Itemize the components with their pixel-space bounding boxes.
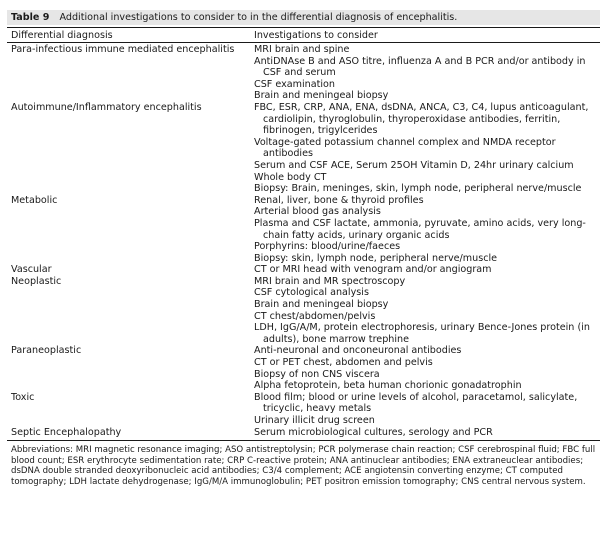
table-row	[7, 345, 600, 391]
table-footnote: Abbreviations: MRI magnetic resonance imaging; ASO antistreptolysin; PCR polymerase chain reaction; CSF cerebrospinal fluid; FBC full blood count; ESR erythrocyte sedimentation rate; CRP C-reactive protein; ANA antinuclear antibodies; ENA extraneuclear antibodies; dsDNA double stranded deoxyribonucleic acid antibodies; C3/4 complement; ACE angiotensin converting enzyme; CT computed tomography; LDH lactate dehydrogenase; IgG/M/A immunoglobulin; PET positron emission tomography; CNS central nervous system.	[11, 445, 596, 487]
investigation-item: Biopsy of non CNS viscera	[254, 368, 380, 380]
investigation-item: CT or PET chest, abdomen and pelvis	[254, 357, 433, 369]
investigations-cell	[254, 264, 600, 276]
investigations-cell	[254, 427, 600, 439]
investigation-item: Blood film; blood or urine levels of alcohol, paracetamol, salicylate, tricyclic, heavy metals	[254, 391, 578, 415]
investigations-cell	[254, 195, 600, 265]
diagnosis-cell: Neoplastic	[11, 275, 62, 287]
investigation-item: Plasma and CSF lactate, ammonia, pyruvate, amino acids, very long-chain fatty acids, urinary organic acids	[254, 217, 586, 241]
investigation-item: Whole body CT	[254, 171, 327, 183]
table-row	[7, 195, 600, 265]
investigations-cell	[254, 345, 600, 391]
investigation-item: Voltage-gated potassium channel complex and NMDA receptor antibodies	[254, 136, 556, 160]
header-diagnosis: Differential diagnosis	[11, 29, 113, 41]
table-row	[7, 392, 600, 427]
diagnosis-cell: Septic Encephalopathy	[11, 426, 122, 438]
table-title: Additional investigations to consider to in the differential diagnosis of encephalitis.	[59, 12, 458, 23]
investigation-item: Serum and CSF ACE, Serum 25OH Vitamin D, 24hr urinary calcium	[254, 159, 574, 171]
investigation-item: CT chest/abdomen/pelvis	[254, 310, 376, 322]
investigation-item: CT or MRI head with venogram and/or angiogram	[254, 264, 492, 276]
table-header	[7, 27, 600, 43]
diagnosis-cell: Autoimmune/Inflammatory encephalitis	[11, 101, 202, 113]
table-row	[7, 102, 600, 195]
table-row	[7, 427, 600, 439]
diagnosis-cell: Toxic	[11, 391, 35, 403]
investigation-item: Biopsy: skin, lymph node, peripheral nerve/muscle	[254, 252, 498, 264]
investigation-item: Renal, liver, bone & thyroid profiles	[254, 194, 424, 206]
investigations-cell	[254, 44, 600, 102]
investigation-item: Alpha fetoprotein, beta human chorionic gonadatrophin	[254, 380, 522, 392]
investigation-item: Brain and meningeal biopsy	[254, 90, 389, 102]
investigation-item: CSF cytological analysis	[254, 287, 369, 299]
table-row	[7, 276, 600, 346]
diagnosis-cell: Metabolic	[11, 194, 58, 206]
investigation-item: AntiDNAse B and ASO titre, influenza A and B PCR and/or antibody in CSF and serum	[254, 55, 586, 79]
table-body	[7, 43, 600, 441]
table-row	[7, 264, 600, 276]
investigation-item: MRI brain and spine	[254, 44, 350, 55]
table-caption	[7, 10, 600, 25]
investigation-item: Brain and meningeal biopsy	[254, 299, 389, 311]
investigation-item: MRI brain and MR spectroscopy	[254, 275, 406, 287]
diagnosis-cell: Vascular	[11, 264, 52, 276]
header-investigations: Investigations to consider	[254, 29, 378, 41]
investigations-cell	[254, 102, 600, 195]
investigation-item: LDH, IgG/A/M, protein electrophoresis, urinary Bence-Jones protein (in adults), bone marrow trephine	[254, 322, 590, 345]
investigations-cell	[254, 276, 600, 346]
investigation-item: Anti-neuronal and onconeuronal antibodies	[254, 345, 462, 357]
investigation-item: Serum microbiological cultures, serology and PCR	[254, 426, 493, 438]
table-9	[7, 10, 600, 488]
diagnosis-cell: Paraneoplastic	[11, 345, 82, 357]
investigation-item: Arterial blood gas analysis	[254, 206, 381, 218]
table-number: Table 9	[11, 12, 50, 23]
investigation-item: Porphyrins: blood/urine/faeces	[254, 241, 401, 253]
table-row	[7, 44, 600, 102]
investigations-cell	[254, 392, 600, 427]
investigation-item: FBC, ESR, CRP, ANA, ENA, dsDNA, ANCA, C3, C4, lupus anticoagulant, cardiolipin, thyroglobulin, thyroperoxidase antibodies, ferritin, fibrinogen, trigylcerides	[254, 101, 589, 137]
investigation-item: Biopsy: Brain, meninges, skin, lymph node, peripheral nerve/muscle	[254, 183, 582, 195]
investigation-item: CSF examination	[254, 78, 335, 90]
investigation-item: Urinary illicit drug screen	[254, 415, 375, 426]
diagnosis-cell: Para-infectious immune mediated encephalitis	[11, 44, 235, 55]
